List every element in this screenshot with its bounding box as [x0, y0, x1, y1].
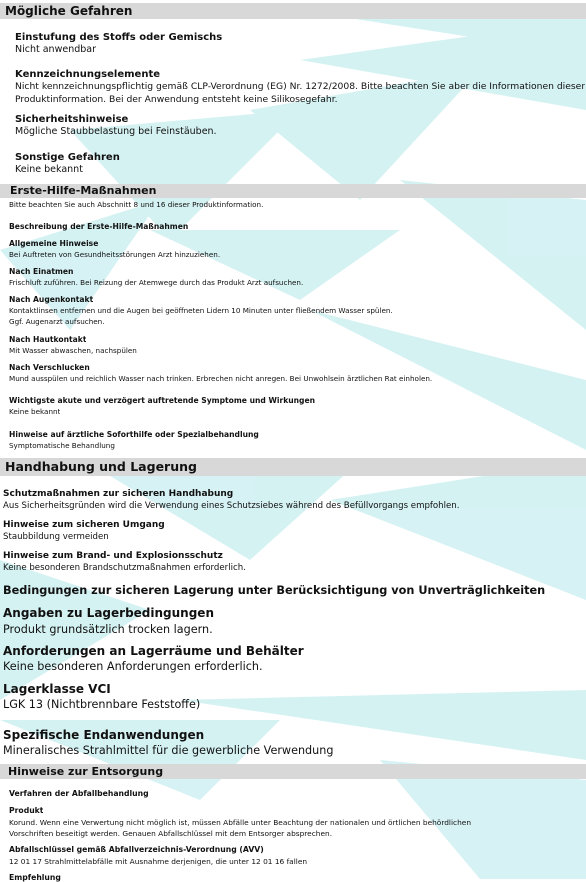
swallowing-text: Mund ausspülen und reichlich Wasser nach trinken. Erbrechen nicht anregen. Bei Unwohlsein ärztlichen Rat einholen.: [9, 374, 433, 383]
storage-info-heading: Angaben zu Lagerbedingungen: [3, 606, 214, 620]
symptoms-text: Keine bekannt: [9, 407, 61, 416]
inhalation-heading: Nach Einatmen: [9, 267, 74, 276]
storage-conditions-heading: Bedingungen zur sicheren Lagerung unter Berücksichtigung von Unverträglichkeiten: [3, 584, 546, 597]
inhalation-text: Frischluft zuführen. Bei Reizung der Atemwege durch das Produkt Arzt aufsuchen.: [9, 278, 304, 287]
symptoms-heading: Wichtigste akute und verzögert auftretende Symptome und Wirkungen: [9, 396, 316, 405]
section-header-first-aid: Erste-Hilfe-Maßnahmen: [0, 184, 586, 198]
medical-treatment-text: Symptomatische Behandlung: [9, 441, 115, 450]
eye-contact-heading: Nach Augenkontakt: [9, 295, 94, 304]
fire-protection-text: Keine besonderen Brandschutzmaßnahmen erforderlich.: [3, 563, 246, 573]
eye-contact-text-line-1: Kontaktlinsen entfernen und die Augen bei geöffneten Lidern 10 Minuten unter fließendem Wasser spülen.: [9, 306, 393, 315]
waste-key-text: 12 01 17 Strahlmittelabfälle mit Ausnahme derjenigen, die unter 12 01 16 fallen: [9, 857, 308, 866]
skin-contact-text: Mit Wasser abwaschen, nachspülen: [9, 346, 137, 355]
other-hazards-text: Keine bekannt: [15, 164, 83, 175]
classification-heading: Einstufung des Stoffs oder Gemischs: [15, 32, 223, 43]
product-text-line-2: Vorschriften beseitigt werden. Genauen Abfallschlüssel mit dem Entsorger absprechen.: [9, 829, 333, 838]
end-use-heading: Spezifische Endanwendungen: [3, 728, 205, 742]
storage-info-text: Produkt grundsätzlich trocken lagern.: [3, 623, 213, 636]
section-header-hazards: Mögliche Gefahren: [0, 3, 586, 19]
storage-rooms-text: Keine besonderen Anforderungen erforderlich.: [3, 660, 263, 673]
general-notes-text: Bei Auftreten von Gesundheitsstörungen Arzt hinzuziehen.: [9, 250, 221, 259]
safety-heading: Sicherheitshinweise: [15, 114, 129, 125]
section-header-handling: Handhabung und Lagerung: [0, 458, 586, 476]
product-heading: Produkt: [9, 806, 44, 815]
medical-treatment-heading: Hinweise auf ärztliche Soforthilfe oder Spezialbehandlung: [9, 430, 259, 439]
safe-handling-heading: Hinweise zum sicheren Umgang: [3, 520, 165, 530]
first-aid-description-heading: Beschreibung der Erste-Hilfe-Maßnahmen: [9, 222, 189, 231]
protective-measures-heading: Schutzmaßnahmen zur sicheren Handhabung: [3, 489, 234, 499]
fire-protection-heading: Hinweise zum Brand- und Explosionsschutz: [3, 551, 223, 561]
swallowing-heading: Nach Verschlucken: [9, 363, 90, 372]
section-header-disposal: Hinweise zur Entsorgung: [0, 764, 586, 779]
safe-handling-text: Staubbildung vermeiden: [3, 532, 109, 542]
first-aid-intro: Bitte beachten Sie auch Abschnitt 8 und 16 dieser Produktinformation.: [9, 200, 264, 209]
labelling-text-line-1: Nicht kennzeichnungspflichtig gemäß CLP-Verordnung (EG) Nr. 1272/2008. Bitte beachten Sie aber die Informationen dieser: [15, 81, 586, 92]
other-hazards-heading: Sonstige Gefahren: [15, 152, 120, 163]
waste-key-heading: Abfallschlüssel gemäß Abfallverzeichnis-Verordnung (AVV): [9, 845, 264, 854]
general-notes-heading: Allgemeine Hinweise: [9, 239, 99, 248]
labelling-text-line-2: Produktinformation. Bei der Anwendung entsteht keine Silikosegefahr.: [15, 94, 338, 105]
classification-text: Nicht anwendbar: [15, 44, 97, 55]
safety-text: Mögliche Staubbelastung bei Feinstäuben.: [15, 126, 217, 137]
skin-contact-heading: Nach Hautkontakt: [9, 335, 87, 344]
storage-rooms-heading: Anforderungen an Lagerräume und Behälter: [3, 644, 304, 658]
storage-class-heading: Lagerklasse VCI: [3, 682, 111, 696]
end-use-text: Mineralisches Strahlmittel für die gewerbliche Verwendung: [3, 744, 334, 757]
waste-treatment-heading: Verfahren der Abfallbehandlung: [9, 789, 149, 798]
protective-measures-text: Aus Sicherheitsgründen wird die Verwendung eines Schutzsiebes während des Befüllvorgangs empfohlen.: [3, 501, 460, 511]
eye-contact-text-line-2: Ggf. Augenarzt aufsuchen.: [9, 317, 105, 326]
labelling-heading: Kennzeichnungselemente: [15, 69, 161, 80]
product-text-line-1: Korund. Wenn eine Verwertung nicht möglich ist, müssen Abfälle unter Beachtung der nationalen und örtlichen behördlichen: [9, 818, 472, 827]
recommendation-heading: Empfehlung: [9, 873, 61, 882]
storage-class-text: LGK 13 (Nichtbrennbare Feststoffe): [3, 698, 201, 711]
